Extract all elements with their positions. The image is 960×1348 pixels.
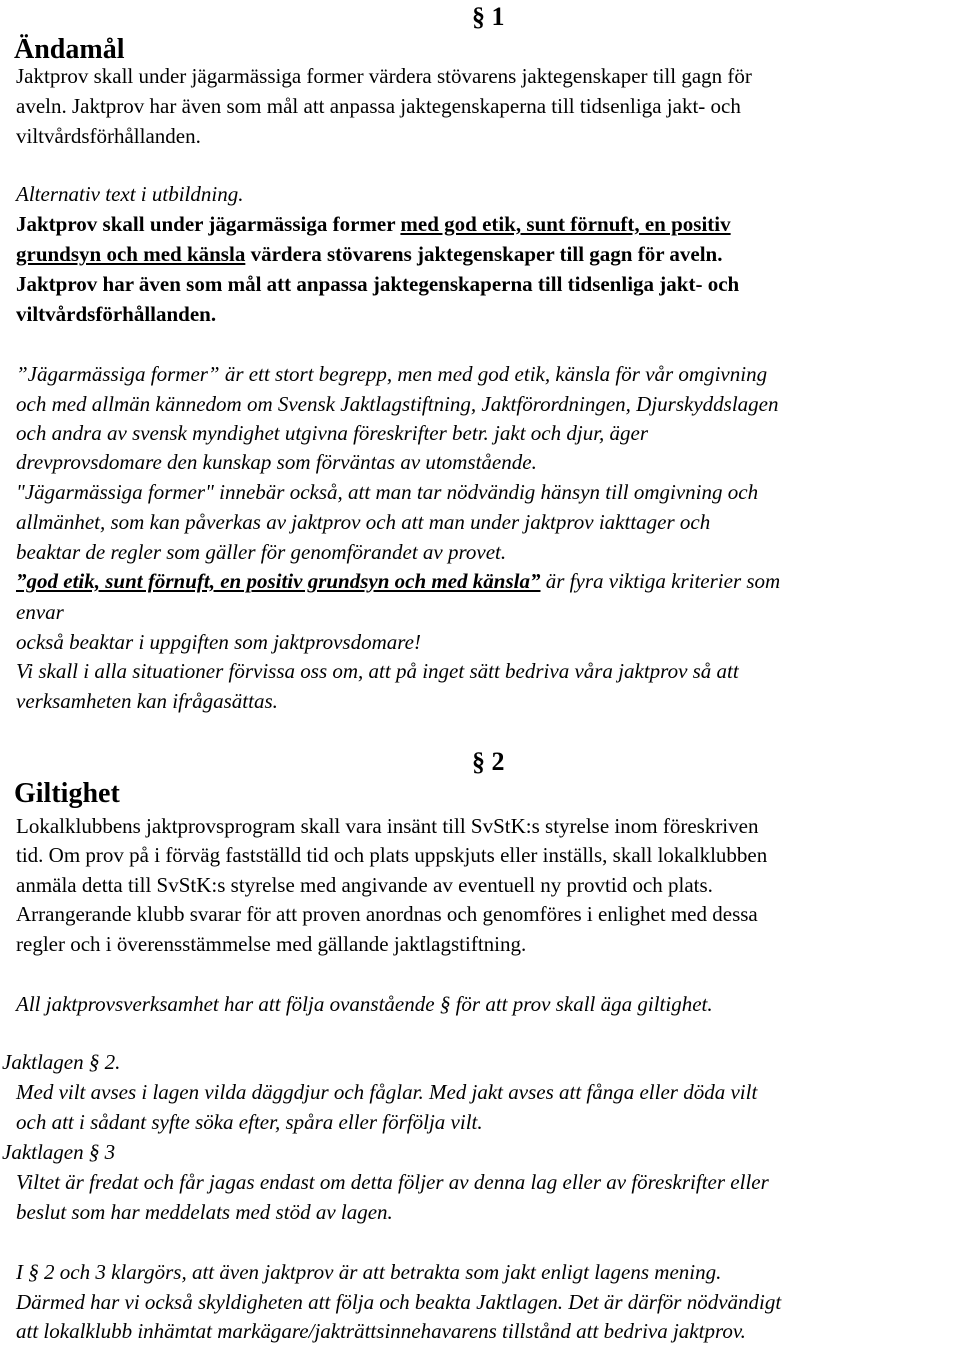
intro-line-2: aveln. Jaktprov har även som mål att anpassa jaktegenskaperna till tidsenliga jakt- och xyxy=(16,94,741,118)
criteria-line xyxy=(16,571,780,592)
explain-line-3: och andra av svensk myndighet utgivna föreskrifter betr. jakt och djur, äger xyxy=(16,421,649,445)
criteria-quote: ”god etik, sunt förnuft, en positiv grundsyn och med känsla” xyxy=(16,569,541,593)
giltighet-line-5: regler och i överensstämmelse med gällande jaktlagstiftning. xyxy=(16,932,527,956)
giltighet-line-3: anmäla detta till SvStK:s styrelse med angivande av eventuell ny provtid och plats. xyxy=(16,873,713,897)
explain-line-7: beaktar de regler som gäller för genomförandet av provet. xyxy=(16,540,507,564)
alt-line-2 xyxy=(16,244,722,265)
final-line-3: att lokalklubb inhämtat markägare/jakträttsinnehavarens tillstånd att bedriva jaktprov. xyxy=(16,1319,746,1343)
jaktlagen-2-title: Jaktlagen § 2. xyxy=(2,1050,121,1074)
section-2-number: § 2 xyxy=(472,747,505,776)
explain-line-5: "Jägarmässiga former" innebär också, att man tar nödvändig hänsyn till omgivning och xyxy=(16,480,759,504)
alt-line-1-text: Jaktprov skall under jägarmässiga former xyxy=(16,212,401,236)
giltighet-line-2: tid. Om prov på i förväg fastställd tid och plats uppskjuts eller inställs, skall lokalklubben xyxy=(16,843,768,867)
jaktlagen-3-line-1: Viltet är fredat och får jagas endast om detta följer av denna lag eller av föreskrifter eller xyxy=(16,1170,769,1194)
explain-line-4: drevprovsdomare den kunskap som förväntas av utomstående. xyxy=(16,450,537,474)
section-2-heading: Giltighet xyxy=(14,778,120,809)
alt-line-2-text: värdera stövarens jaktegenskaper till gagn för aveln. xyxy=(245,242,723,266)
closing-line-4: verksamheten kan ifrågasättas. xyxy=(16,689,278,713)
closing-line-3: Vi skall i alla situationer förvissa oss om, att på inget sätt bedriva våra jaktprov så att xyxy=(16,659,739,683)
all-verksamhet-line: All jaktprovsverksamhet har att följa ovanstående § för att prov skall äga giltighet. xyxy=(16,992,713,1016)
giltighet-line-1: Lokalklubbens jaktprovsprogram skall vara insänt till SvStK:s styrelse inom föreskriven xyxy=(16,814,759,838)
final-line-2: Därmed har vi också skyldigheten att följa och beakta Jaktlagen. Det är därför nödvändigt xyxy=(16,1290,782,1314)
explain-line-1: ”Jägarmässiga former” är ett stort begrepp, men med god etik, känsla för vår omgivning xyxy=(16,362,768,386)
intro-line-1: Jaktprov skall under jägarmässiga former värdera stövarens jaktegenskaper till gagn för xyxy=(16,64,752,88)
alt-label: Alternativ text i utbildning. xyxy=(16,182,244,206)
intro-line-3: viltvårdsförhållanden. xyxy=(16,124,201,148)
jaktlagen-3-line-2: beslut som har meddelats med stöd av lagen. xyxy=(16,1200,393,1224)
criteria-rest: är fyra viktiga kriterier som xyxy=(540,569,781,593)
closing-line-2: också beaktar i uppgiften som jaktprovsdomare! xyxy=(16,630,421,654)
section-1-number: § 1 xyxy=(472,2,505,31)
alt-line-1 xyxy=(16,214,731,235)
jaktlagen-3-title: Jaktlagen § 3 xyxy=(2,1140,116,1164)
jaktlagen-2-line-2: och att i sådant syfte söka efter, spåra eller förfölja vilt. xyxy=(16,1110,483,1134)
final-line-1: I § 2 och 3 klargörs, att även jaktprov är att betrakta som jakt enligt lagens mening. xyxy=(16,1260,722,1284)
jaktlagen-2-line-1: Med vilt avses i lagen vilda däggdjur och fåglar. Med jakt avses att fånga eller döda vilt xyxy=(16,1080,758,1104)
alt-line-4: viltvårdsförhållanden. xyxy=(16,302,217,326)
explain-line-6: allmänhet, som kan påverkas av jaktprov och att man under jaktprov iakttager och xyxy=(16,510,711,534)
giltighet-line-4: Arrangerande klubb svarar för att proven anordnas och genomföres i enlighet med dessa xyxy=(16,902,758,926)
alt-line-1-underlined: med god etik, sunt förnuft, en positiv xyxy=(400,212,731,236)
explain-line-2: och med allmän kännedom om Svensk Jaktlagstiftning, Jaktförordningen, Djurskyddslagen xyxy=(16,392,779,416)
alt-line-2-underlined: grundsyn och med känsla xyxy=(16,242,246,266)
alt-line-3: Jaktprov har även som mål att anpassa jaktegenskaperna till tidsenliga jakt- och xyxy=(16,272,740,296)
section-1-heading: Ändamål xyxy=(14,34,125,65)
closing-line-1: envar xyxy=(16,600,64,624)
